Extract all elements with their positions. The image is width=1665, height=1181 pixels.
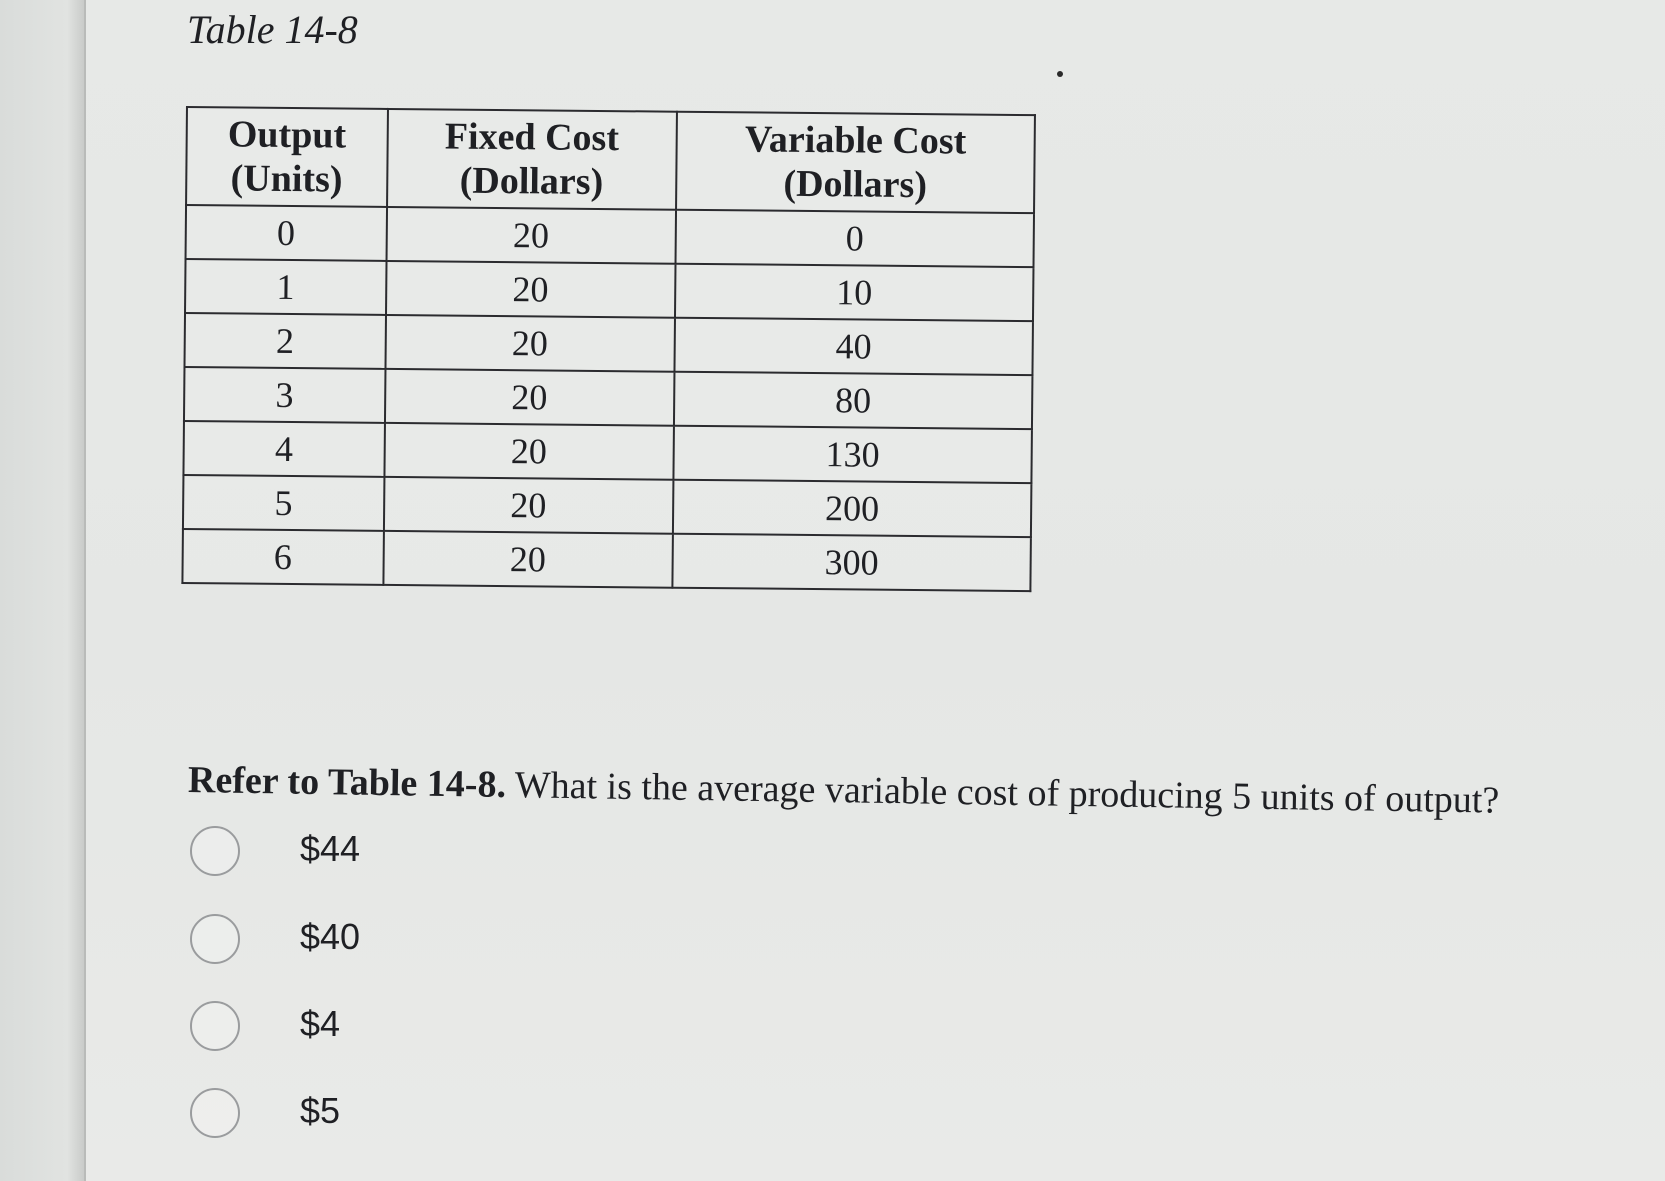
table-row [183,421,1031,483]
table-row [183,475,1031,537]
window-edge [0,0,86,1181]
radio-button[interactable] [190,826,240,876]
table-row [185,259,1033,321]
cell-fixed-cost: 20 [385,315,675,372]
radio-button[interactable] [190,914,240,964]
cost-table [181,106,1036,592]
cell-variable-cost: 10 [675,264,1034,321]
cell-output: 5 [183,475,384,531]
cell-fixed-cost: 20 [384,423,674,480]
table-title: Table 14-8 [187,7,358,52]
header-fixed-cost-line2: (Dollars) [459,159,604,204]
cell-fixed-cost: 20 [383,477,673,534]
answer-option-label: $5 [300,1090,341,1131]
table-row [184,313,1032,375]
answer-option-label: $40 [300,916,361,957]
radio-button[interactable] [190,1088,240,1138]
answer-option[interactable] [190,1088,550,1152]
stray-dot [1057,71,1063,77]
header-output [186,107,387,207]
cell-output: 4 [183,421,384,477]
header-fixed-cost-line1: Fixed Cost [444,115,620,160]
cell-variable-cost: 300 [672,534,1031,591]
cell-output: 3 [184,367,385,423]
answer-option-label: $44 [300,828,361,869]
radio-button[interactable] [190,1001,240,1051]
cell-variable-cost: 0 [675,210,1034,267]
cell-variable-cost: 130 [673,426,1032,483]
header-fixed-cost [387,109,677,210]
answer-option[interactable] [190,1001,550,1065]
cell-fixed-cost: 20 [383,531,673,588]
cell-variable-cost: 200 [673,480,1032,537]
table-header-row [186,107,1035,213]
header-output-line2: (Units) [230,157,343,201]
question-reference: Refer to Table 14-8. [187,759,507,806]
cell-fixed-cost: 20 [386,261,676,318]
table-row [186,205,1034,267]
cell-output: 1 [185,259,386,315]
header-variable-cost-line2: (Dollars) [783,162,928,207]
cell-fixed-cost: 20 [386,207,676,264]
cell-output: 6 [182,529,383,585]
question-text [188,758,1609,824]
table-row [184,367,1032,429]
cell-variable-cost: 80 [674,372,1033,429]
answer-option[interactable] [190,826,550,890]
cell-variable-cost: 40 [674,318,1033,375]
header-variable-cost-line1: Variable Cost [744,118,967,163]
cell-output: 2 [184,313,385,369]
table-row [182,529,1030,591]
header-variable-cost [676,112,1035,213]
answer-option[interactable] [190,914,550,978]
cell-fixed-cost: 20 [384,369,674,426]
answer-option-label: $4 [300,1003,341,1044]
header-output-line1: Output [227,113,347,157]
question-body: What is the average variable cost of producing 5 units of output? [505,763,1500,822]
cell-output: 0 [186,205,387,261]
